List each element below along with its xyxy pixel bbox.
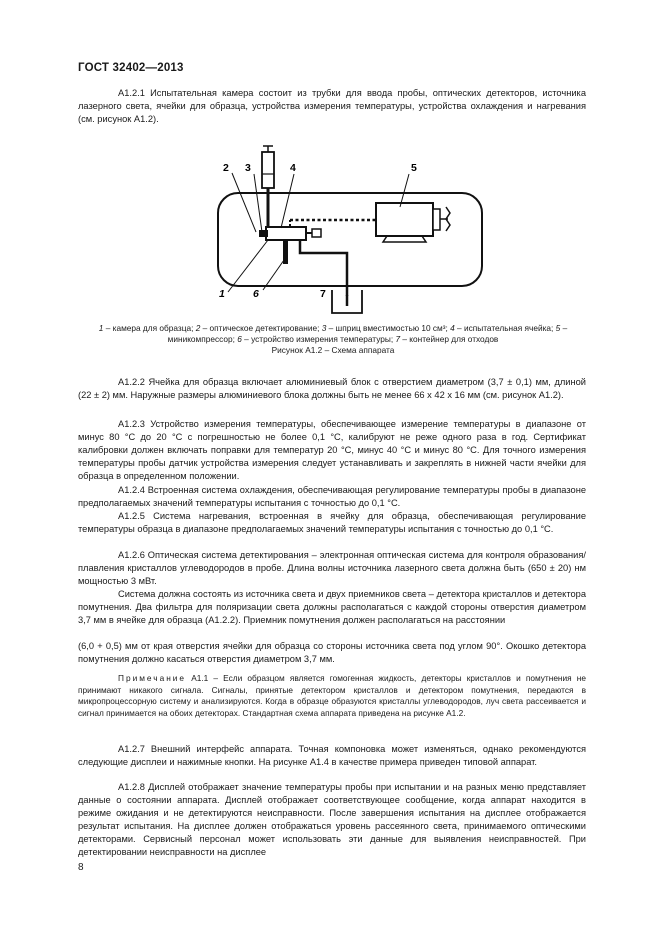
label-2: 2 (223, 162, 229, 174)
note-a1-1: Примечание А1.1 – Если образцом является гомогенная жидкость, детекторы кристаллов и помутнения не принимают никакого сигнала. Сигналы, принятые детектором кристаллов и детектором помутнения, передаются в микропроцессорную систему и анализируются. Когда в образце образуются кристаллы углеводородов, луч света рассеивается и сигнал принимается на обоих детекторах. Стандартная схема аппарата приведена на рисунке А1.2. (78, 673, 586, 718)
minicompressor (376, 203, 433, 236)
paragraph-a1-2-5: А1.2.5 Система нагревания, встроенная в ячейку для образца, обеспечивающая регулирование температуры образца в диапазоне предполагаемых значений температуры испытания с точностью до 0,1 °С. (78, 511, 586, 534)
label-6: 6 (253, 288, 259, 300)
paragraph-a1-2-8: А1.2.8 Дисплей отображает значение температуры пробы при испытании и на разных меню представляет данные о состоянии аппарата. Дисплей отображает соответствующее сообщение, когда аппарат находится в режиме ожидания и не детектируются неисправности. После завершения испытания на дисплее отображается результат испытания. На дисплее должен отображаться уровень рассеянного света, принимаемого оптическими детекторами. Сервисный персонал может использовать эти данные для выявления неисправностей. При детектировании неисправности на дисплее (78, 782, 586, 857)
label-7: 7 (320, 288, 326, 300)
figure-title: Рисунок А1.2 – Схема аппарата (271, 345, 395, 355)
document-header: ГОСТ 32402—2013 (78, 62, 184, 74)
paragraph-a1-2-2: А1.2.2 Ячейка для образца включает алюминиевый блок с отверстием диаметром (3,7 ± 0,1) мм, длиной (22 ± 2) мм. Наружные размеры алюминиевого блока должны быть не менее 66 x 42 x 16 мм (см. рисунок А1.2). (78, 377, 586, 400)
label-4: 4 (290, 162, 296, 174)
test-cell (266, 227, 306, 240)
paragraph-a1-2-7: А1.2.7 Внешний интерфейс аппарата. Точная компоновка может изменяться, однако рекомендуются следующие дисплеи и нажимные кнопки. На рисунке А1.4 в качестве примера приведен типовой аппарат. (78, 744, 586, 767)
label-1: 1 (219, 288, 225, 300)
paragraph-optical-system: Система должна состоять из источника света и двух приемников света – детектора кристаллов и детектора помутнения. Два фильтра для поляризации света должны располагаться с каждой стороны отверстия диаметром 3,7 мм в ячейке для образца (А1.2.2). Приемник помутнения должен располагаться на расстоянии (78, 589, 586, 625)
syringe-barrel (262, 152, 274, 188)
paragraph-a1-2-1: А1.2.1 Испытательная камера состоит из трубки для ввода пробы, оптических детекторов, источника лазерного света, ячейки для образца, устройства измерения температуры, устройства охлаждения и нагревания (см. рисунок А1.2). (78, 88, 586, 124)
paragraph-distance: (6,0 + 0,5) мм от края отверстия ячейки для образца со стороны источника света под углом 90°. Окошко детектора помутнения должно касаться отверстия диаметром 3,7 мм. (78, 641, 586, 664)
paragraph-a1-2-3: А1.2.3 Устройство измерения температуры, обеспечивающее измерение температуры в диапазоне от минус 80 °С до 20 °С с погрешностью не более 0,1 °С, калибруют не реже одного раза в год. Сертификат калибровки должен включать поправки для температур 20 °С, минус 40 °С и минус 80 °С. Для точного измерения температуры пробы датчик устройства измерения следует устанавливать и закреплять в нижней части ячейки для образца в определенном положении. (78, 419, 586, 481)
sample-chamber (218, 193, 482, 286)
paragraph-a1-2-6: А1.2.6 Оптическая система детектирования – электронная оптическая система для контроля образования/плавления кристаллов углеводородов в пробе. Длина волны источника лазерного света должна быть (650 ± 20) нм мощностью 3 мВт. (78, 550, 586, 586)
page-number: 8 (78, 862, 84, 873)
label-5: 5 (411, 162, 417, 174)
label-3: 3 (245, 162, 251, 174)
paragraph-a1-2-4: А1.2.4 Встроенная система охлаждения, обеспечивающая регулирование температуры пробы в диапазоне предполагаемых значений температуры испытания с точностью до 0,1 °С. (78, 485, 586, 508)
figure-caption: 1 – камера для образца; 2 – оптическое детектирование; 3 – шприц вместимостью 10 см³; 4 – испытательная ячейка; 5 – миникомпрессор; 6 – устройство измерения температуры; 7 – контейнер для отходов Рисунок А1.2 – Схема аппарата (98, 323, 568, 355)
